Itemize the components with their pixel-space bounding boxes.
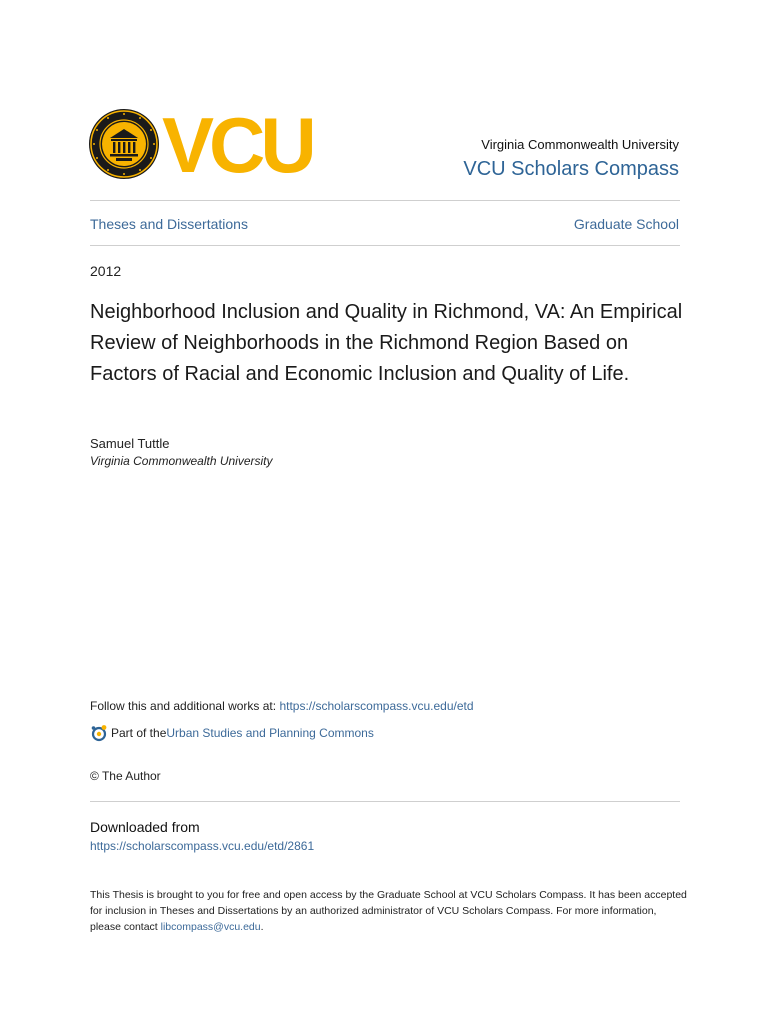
author-name: Samuel Tuttle [90,436,170,451]
follow-url-link[interactable]: https://scholarscompass.vcu.edu/etd [279,699,474,713]
footer-divider [90,801,680,802]
vcu-logo[interactable] [88,101,328,189]
repository-link[interactable]: VCU Scholars Compass [463,158,679,180]
urban-studies-commons-link[interactable]: Urban Studies and Planning Commons [166,726,374,740]
notice-suffix: . [260,921,264,933]
author-affiliation: Virginia Commonwealth University [90,454,273,468]
university-name: Virginia Commonwealth University [481,137,679,152]
theses-dissertations-link[interactable]: Theses and Dissertations [90,216,248,232]
follow-prefix: Follow this and additional works at: [90,699,280,713]
notice-text: This Thesis is brought to you for free and open access by the Graduate School at VCU Scholars Compass. It has been accepted for inclusion in Theses and Dissertations by an authorized administrator of VCU Scholars Compass. For more information, please contact [90,889,687,933]
vcu-wordmark: VCU [162,101,312,189]
copyright-notice: © The Author [90,769,161,783]
access-notice [90,887,690,935]
part-of-prefix: Part of the [111,726,167,740]
nav-divider [90,245,680,246]
network-commons-icon [90,724,108,742]
part-of-line [90,724,374,742]
follow-line [90,699,474,713]
contact-email-link[interactable]: libcompass@vcu.edu [160,921,261,933]
document-title: Neighborhood Inclusion and Quality in Richmond, VA: An Empirical Review of Neighborhoods in the Richmond Region Based on Factors of Racial and Economic Inclusion and Quality of Life. [90,301,683,385]
downloaded-from-heading: Downloaded from [90,819,200,835]
publication-year: 2012 [90,263,122,279]
graduate-school-link[interactable]: Graduate School [573,216,679,232]
download-url-link[interactable]: https://scholarscompass.vcu.edu/etd/2861 [90,839,315,853]
header-divider [90,200,680,201]
vcu-seal-icon [88,108,160,180]
